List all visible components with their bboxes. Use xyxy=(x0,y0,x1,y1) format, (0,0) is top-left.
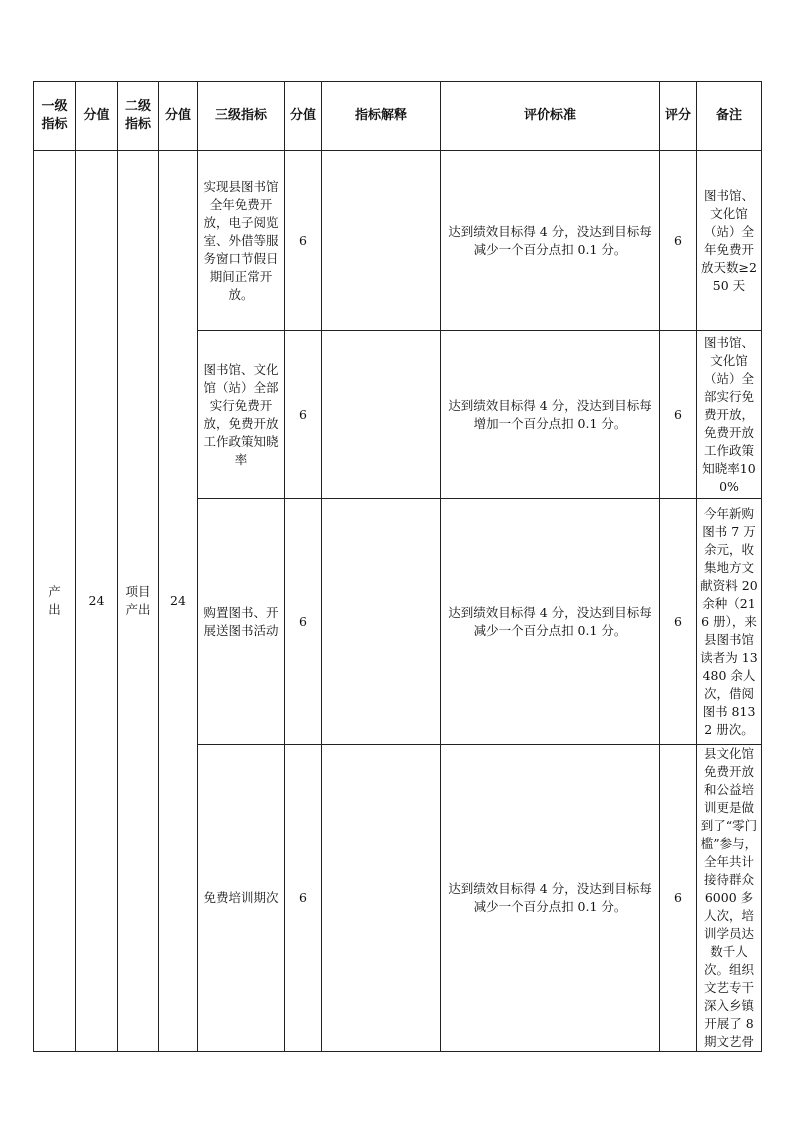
level1-line2: 出 xyxy=(48,602,61,617)
rating-cell: 6 xyxy=(660,499,697,745)
remark-cell: 图书馆、文化馆（站）全部实行免费开放，免费开放工作政策知晓率100% xyxy=(697,331,762,499)
rating-cell: 6 xyxy=(660,745,697,1052)
remark-cell: 县文化馆免费开放和公益培训更是做到了“零门槛”参与，全年共计接待群众 6000 多人次，培训学员达数千人次。组织文艺专干深入乡镇开展了 8 期文艺骨 xyxy=(697,745,762,1052)
explain-cell xyxy=(322,151,441,331)
score1-cell: 24 xyxy=(76,151,118,1052)
header-level1: 一级 指标 xyxy=(34,82,76,151)
indicator-cell: 图书馆、文化馆（站）全部实行免费开放，免费开放工作政策知晓率 xyxy=(198,331,285,499)
level1-cell xyxy=(34,151,76,1052)
header-level2: 二级 指标 xyxy=(118,82,159,151)
explain-cell xyxy=(322,331,441,499)
header-level3: 三级指标 xyxy=(198,82,285,151)
score-cell: 6 xyxy=(285,331,322,499)
score-cell: 6 xyxy=(285,151,322,331)
explain-cell xyxy=(322,499,441,745)
indicator-cell: 实现县图书馆全年免费开放，电子阅览室、外借等服务窗口节假日期间正常开放。 xyxy=(198,151,285,331)
score-cell: 6 xyxy=(285,499,322,745)
indicator-cell: 购置图书、开展送图书活动 xyxy=(198,499,285,745)
header-score1: 分值 xyxy=(76,82,118,151)
evaluation-table xyxy=(33,81,762,1052)
level1-line1: 产 xyxy=(48,584,61,599)
standard-cell: 达到绩效目标得 4 分，没达到目标每减少一个百分点扣 0.1 分。 xyxy=(441,499,660,745)
header-explain: 指标解释 xyxy=(322,82,441,151)
explain-cell xyxy=(322,745,441,1052)
score-cell: 6 xyxy=(285,745,322,1052)
header-remark: 备注 xyxy=(697,82,762,151)
standard-cell: 达到绩效目标得 4 分，没达到目标每减少一个百分点扣 0.1 分。 xyxy=(441,151,660,331)
rating-cell: 6 xyxy=(660,151,697,331)
level2-cell: 项目产出 xyxy=(118,151,159,1052)
table-row xyxy=(34,151,762,331)
header-row xyxy=(34,82,762,151)
rating-cell: 6 xyxy=(660,331,697,499)
indicator-cell: 免费培训期次 xyxy=(198,745,285,1052)
header-score2: 分值 xyxy=(159,82,198,151)
remark-cell: 今年新购图书 7 万余元，收集地方文献资料 20 余种（216 册），来县图书馆读者为 13480 余人次，借阅图书 8132 册次。 xyxy=(697,499,762,745)
header-standard: 评价标准 xyxy=(441,82,660,151)
standard-cell: 达到绩效目标得 4 分，没达到目标每减少一个百分点扣 0.1 分。 xyxy=(441,745,660,1052)
score2-cell: 24 xyxy=(159,151,198,1052)
standard-cell: 达到绩效目标得 4 分，没达到目标每增加一个百分点扣 0.1 分。 xyxy=(441,331,660,499)
header-score3: 分值 xyxy=(285,82,322,151)
header-rating: 评分 xyxy=(660,82,697,151)
remark-cell: 图书馆、文化馆（站）全年免费开放天数≥250 天 xyxy=(697,151,762,331)
